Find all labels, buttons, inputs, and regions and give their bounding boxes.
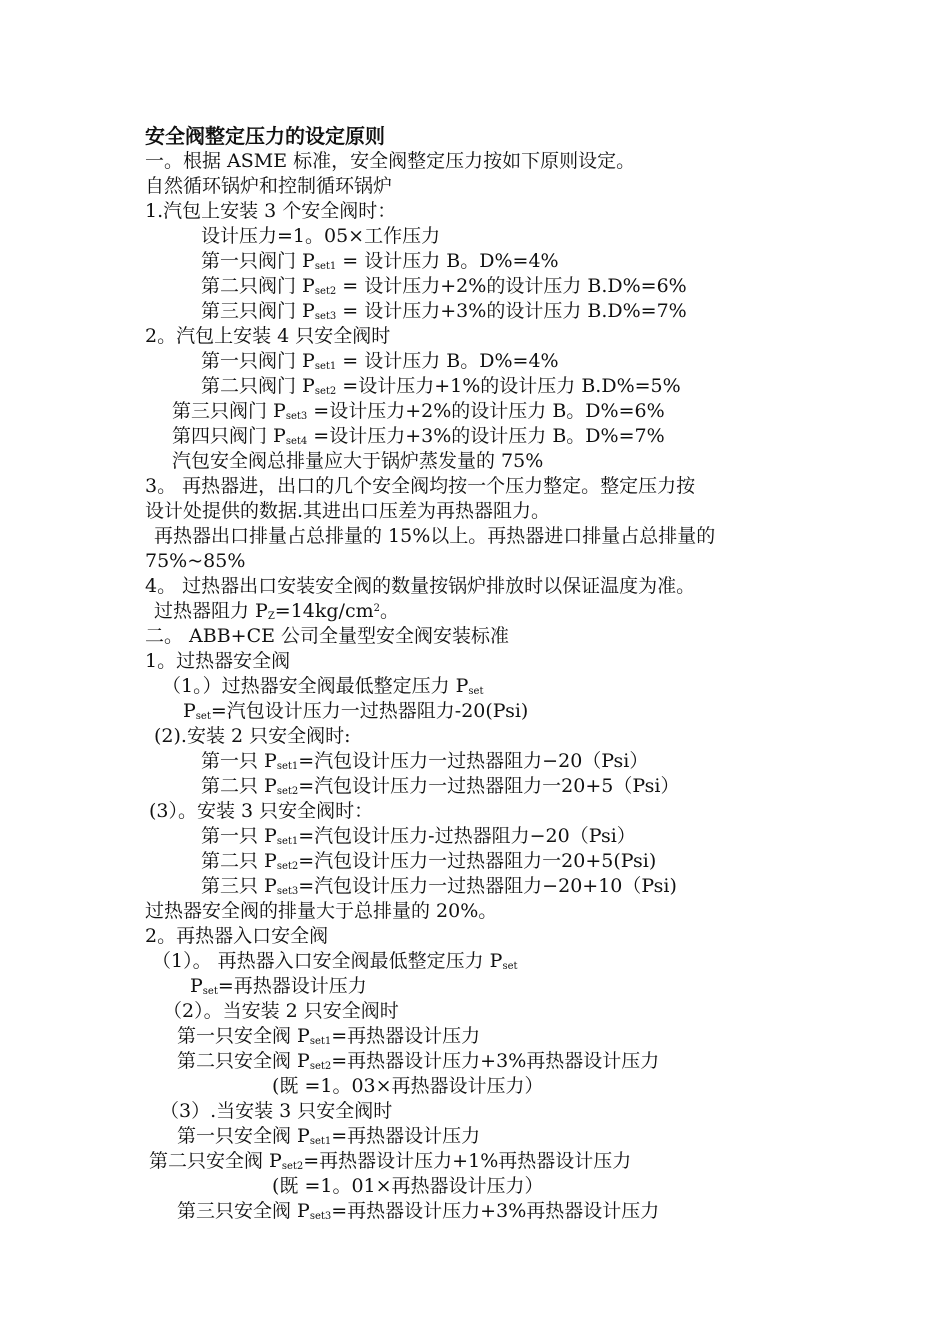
reheater-3-valves-v1: 第一只安全阀 $P_{set1}=$再热器设计压力 <box>177 1125 481 1147</box>
case-4-resistance: 过热器阻力 $P_Z=14kg/cm^2$。 <box>154 600 400 622</box>
case-3-line-1: 3。 再热器进，出口的几个安全阀均按一个压力整定。整定压力按 <box>145 475 696 497</box>
document-title: 安全阀整定压力的设定原则 <box>145 124 385 148</box>
superheater-min-pressure-formula: $P_{set}=$汽包设计压力一过热器阻力-20(Psi) <box>183 700 529 722</box>
reheater-2-valves-v2: 第二只安全阀 $P_{set2}=$再热器设计压力+3%再热器设计压力 <box>177 1050 660 1072</box>
case-1-valve-2: 第二只阀门 $P_{set2}$ = 设计压力+2%的设计压力 B.D%=6% <box>201 275 687 297</box>
reheater-2-valves-v1: 第一只安全阀 $P_{set1}=$再热器设计压力 <box>177 1025 481 1047</box>
case-1-design-pressure: 设计压力=1。05×工作压力 <box>201 225 441 247</box>
case-2-heading: 2。汽包上安装 4 只安全阀时 <box>145 325 391 347</box>
reheater-3-valves-v2: 第二只安全阀 $P_{set2}=$再热器设计压力+1%再热器设计压力 <box>149 1150 632 1172</box>
superheater-3-valves-v3: 第三只 $P_{set3}=$汽包设计压力一过热器阻力−20+10（Psi) <box>201 875 677 897</box>
superheater-min-pressure: （1。）过热器安全阀最低整定压力 $P_{set}$ <box>162 675 484 697</box>
case-4-line-1: 4。 过热器出口安装安全阀的数量按锅炉排放时以保证温度为准。 <box>145 575 696 597</box>
superheater-3-valves-v2: 第二只 $P_{set2}=$汽包设计压力一过热器阻力一20+5(Psi) <box>201 850 657 872</box>
case-1-valve-1: 第一只阀门 $P_{set1}$ = 设计压力 B。D%=4% <box>201 250 559 272</box>
superheater-2-valves-heading: (2).安装 2 只安全阀时: <box>154 725 351 747</box>
case-3-line-3: 再热器出口排量占总排量的 15%以上。再热器进口排量占总排量的 <box>154 525 716 547</box>
case-2-valve-4: 第四只阀门 $P_{set4}$ =设计压力+3%的设计压力 B。D%=7% <box>172 425 665 447</box>
section-2-heading: 二。 ABB+CE 公司全量型安全阀安装标准 <box>145 625 510 647</box>
reheater-min-pressure: （1）。 再热器入口安全阀最低整定压力 $P_{set}$ <box>152 950 518 972</box>
case-3-line-2: 设计处提供的数据.其进出口压差为再热器阻力。 <box>145 500 551 522</box>
reheater-heading: 2。再热器入口安全阀 <box>145 925 329 947</box>
case-2-valve-1: 第一只阀门 $P_{set1}$ = 设计压力 B。D%=4% <box>201 350 559 372</box>
case-2-valve-2: 第二只阀门 $P_{set2}$ =设计压力+1%的设计压力 B.D%=5% <box>201 375 681 397</box>
superheater-note: 过热器安全阀的排量大于总排量的 20%。 <box>145 900 498 922</box>
section-1-heading: 一。根据 ASME 标准，安全阀整定压力按如下原则设定。 <box>145 150 636 172</box>
reheater-2-valves-v2-note: (既 =1。03×再热器设计压力） <box>272 1075 544 1097</box>
superheater-heading: 1。过热器安全阀 <box>145 650 291 672</box>
case-2-valve-3: 第三只阀门 $P_{set3}$ =设计压力+2%的设计压力 B。D%=6% <box>172 400 665 422</box>
superheater-3-valves-v1: 第一只 $P_{set1}=$汽包设计压力-过热器阻力−20（Psi） <box>201 825 636 847</box>
reheater-2-valves-heading: （2）。当安装 2 只安全阀时 <box>163 1000 399 1022</box>
case-3-line-4: 75%~85% <box>145 550 246 572</box>
reheater-min-pressure-formula: $P_{set}=$再热器设计压力 <box>190 975 367 997</box>
superheater-2-valves-v2: 第二只 $P_{set2}=$汽包设计压力一过热器阻力一20+5（Psi） <box>201 775 680 797</box>
superheater-3-valves-heading: (3）。安装 3 只安全阀时： <box>149 800 374 822</box>
case-1-heading: 1.汽包上安装 3 个安全阀时： <box>145 200 397 222</box>
reheater-3-valves-v2-note: (既 =1。01×再热器设计压力） <box>272 1175 544 1197</box>
case-1-valve-3: 第三只阀门 $P_{set3}$ = 设计压力+3%的设计压力 B.D%=7% <box>201 300 687 322</box>
reheater-3-valves-heading: （3）.当安装 3 只安全阀时 <box>160 1100 393 1122</box>
section-1-subheading: 自然循环锅炉和控制循环锅炉 <box>145 175 393 197</box>
case-2-note: 汽包安全阀总排量应大于锅炉蒸发量的 75% <box>172 450 544 472</box>
reheater-3-valves-v3: 第三只安全阀 $P_{set3}=$再热器设计压力+3%再热器设计压力 <box>177 1200 660 1222</box>
superheater-2-valves-v1: 第一只 $P_{set1}=$汽包设计压力一过热器阻力−20（Psi） <box>201 750 649 772</box>
